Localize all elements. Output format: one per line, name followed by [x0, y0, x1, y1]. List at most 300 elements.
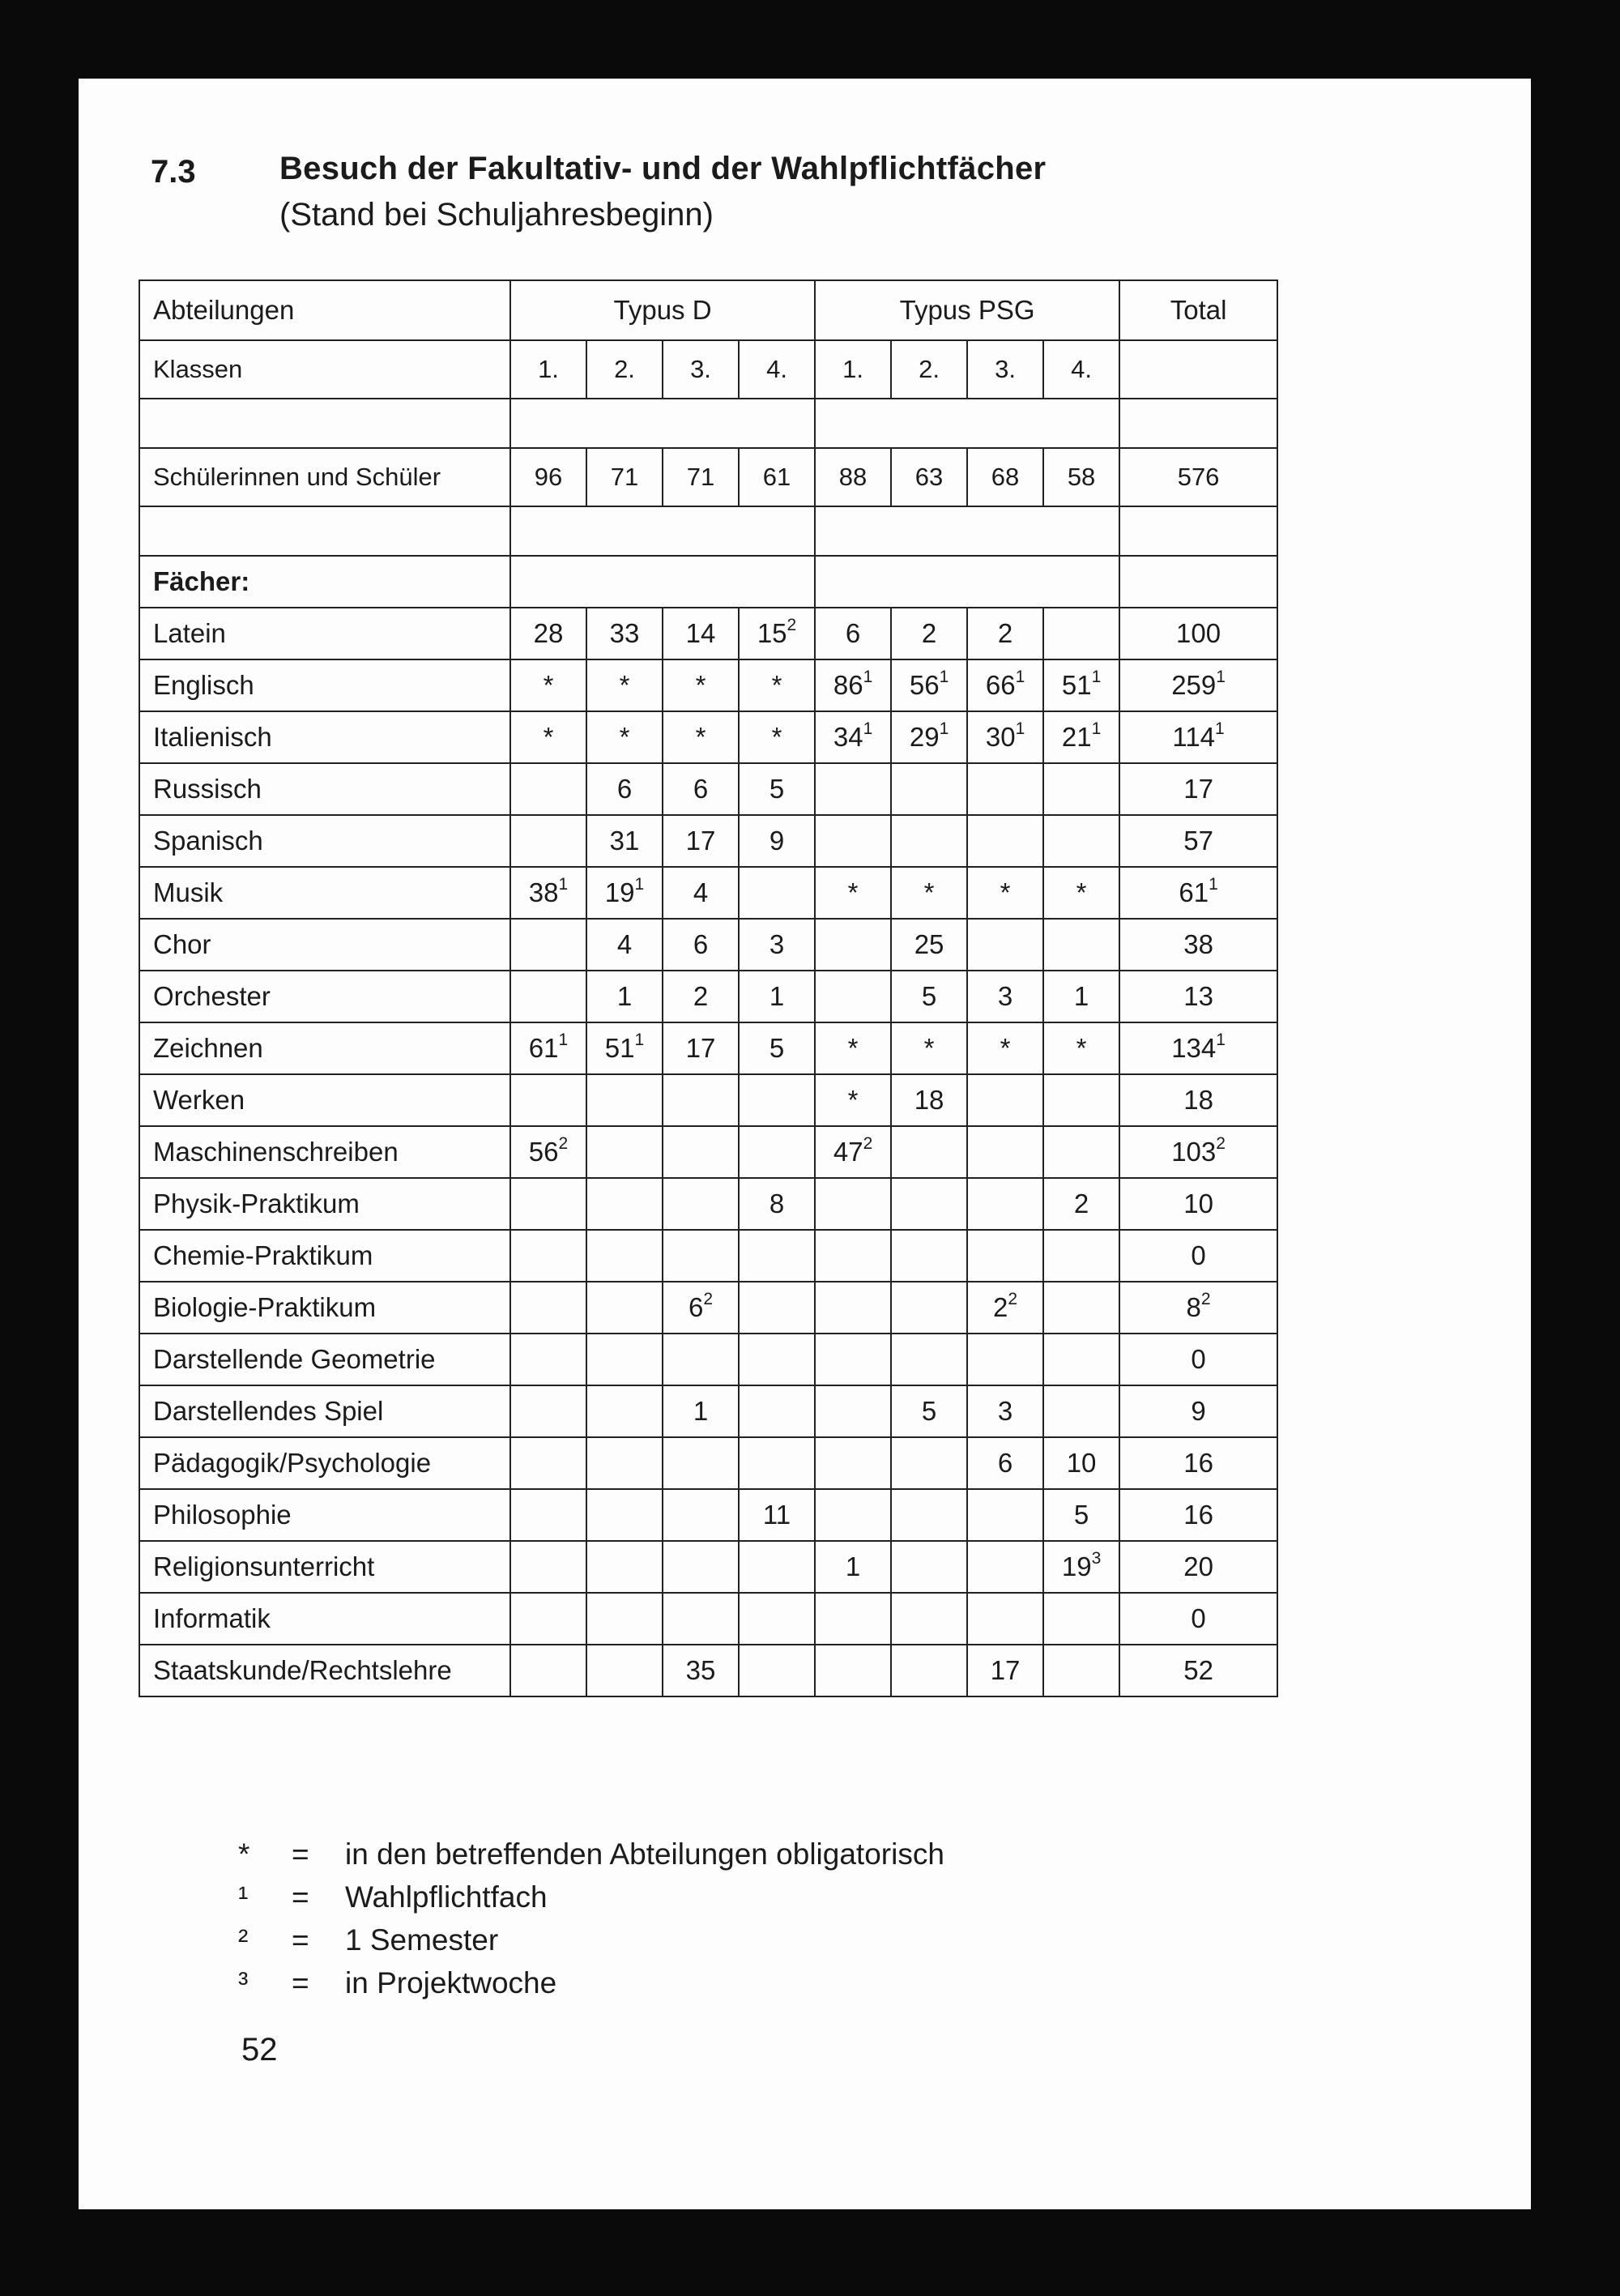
cell-value: *: [771, 670, 782, 700]
legend-symbol: *: [238, 1837, 250, 1871]
footnote-marker: 2: [1008, 1290, 1018, 1308]
subject-count-cell: [510, 1385, 586, 1437]
footnote-marker: 1: [863, 719, 873, 738]
cell-value: 2: [993, 1292, 1008, 1322]
subject-count-cell: [663, 1074, 739, 1126]
subject-count-cell: [586, 1230, 663, 1282]
cell-value: *: [619, 722, 630, 752]
subject-row: [139, 1282, 1277, 1334]
faecher-label: Fächer:: [139, 556, 510, 608]
cell-value: 9: [1191, 1396, 1206, 1426]
subject-name: Darstellendes Spiel: [139, 1385, 510, 1437]
section-subtitle: (Stand bei Schuljahresbeginn): [279, 197, 714, 233]
page-number: 52: [241, 2032, 278, 2068]
subject-count-cell: [510, 1541, 586, 1593]
subject-count-cell: [891, 763, 967, 815]
footnote-marker: 1: [1216, 1031, 1226, 1049]
subject-count-cell: [1043, 971, 1119, 1022]
cell-value: 61: [1179, 877, 1209, 907]
cell-value: 6: [693, 929, 709, 959]
subject-name: Zeichnen: [139, 1022, 510, 1074]
footnote-marker: 1: [558, 1031, 569, 1049]
subject-row: [139, 608, 1277, 659]
legend-item: [238, 1918, 944, 1961]
klasse-total-cell: [1119, 340, 1277, 399]
subject-count-cell: [891, 1230, 967, 1282]
subject-count-cell: [586, 1334, 663, 1385]
cell-value: 52: [1183, 1655, 1213, 1685]
subject-count-cell: [739, 1385, 815, 1437]
subject-count-cell: [967, 608, 1043, 659]
subject-count-cell: [739, 1541, 815, 1593]
subject-count-cell: [815, 867, 891, 919]
legend-symbol: ¹: [238, 1880, 249, 1914]
cell-value: 1: [693, 1396, 709, 1426]
schueler-label: Schülerinnen und Schüler: [139, 448, 510, 506]
cell-value: 5: [921, 981, 937, 1011]
cell-value: 18: [914, 1085, 944, 1115]
cell-value: 86: [833, 670, 863, 700]
subject-name: Pädagogik/Psychologie: [139, 1437, 510, 1489]
subject-count-cell: [1043, 1334, 1119, 1385]
subject-count-cell: [967, 815, 1043, 867]
subject-row: [139, 1334, 1277, 1385]
cell-value: 114: [1172, 722, 1216, 752]
footnote-marker: 1: [1015, 668, 1025, 686]
schueler-cell: 88: [815, 448, 891, 506]
subject-count-cell: [815, 919, 891, 971]
cell-value: 21: [1061, 722, 1092, 752]
subject-row: [139, 1230, 1277, 1282]
subject-count-cell: [586, 1178, 663, 1230]
subject-count-cell: [815, 815, 891, 867]
cell-value: 9: [769, 826, 785, 856]
cell-value: *: [923, 877, 935, 907]
subject-count-cell: [815, 659, 891, 711]
header-abteilungen: Abteilungen: [139, 280, 510, 340]
subject-total-cell: [1119, 1489, 1277, 1541]
subject-total-cell: [1119, 1022, 1277, 1074]
table-header-row: [139, 280, 1277, 340]
cell-value: 6: [997, 1448, 1013, 1478]
klasse-cell: 3.: [967, 340, 1043, 399]
klasse-cell: 1.: [510, 340, 586, 399]
subject-name: Latein: [139, 608, 510, 659]
subject-count-cell: [510, 1645, 586, 1696]
cell-value: 6: [845, 618, 861, 648]
subject-count-cell: [510, 1334, 586, 1385]
subject-name: Philosophie: [139, 1489, 510, 1541]
schueler-cell: 63: [891, 448, 967, 506]
subject-count-cell: [891, 1334, 967, 1385]
subject-count-cell: [967, 711, 1043, 763]
subject-count-cell: [967, 1074, 1043, 1126]
subject-count-cell: [1043, 1593, 1119, 1645]
subject-count-cell: [815, 1593, 891, 1645]
cell-value: 38: [528, 877, 559, 907]
legend-item: [238, 1961, 944, 2004]
footnote-marker: 2: [863, 1134, 873, 1153]
subject-count-cell: [815, 1074, 891, 1126]
subject-count-cell: [967, 1593, 1043, 1645]
subject-count-cell: [510, 1437, 586, 1489]
subject-count-cell: [586, 1126, 663, 1178]
cell-value: 1: [616, 981, 633, 1011]
klassen-label: Klassen: [139, 340, 510, 399]
subject-count-cell: [663, 1489, 739, 1541]
subject-count-cell: [1043, 1489, 1119, 1541]
cell-value: 5: [1073, 1500, 1089, 1530]
footnote-marker: 1: [1215, 719, 1225, 738]
legend: [238, 1833, 944, 2004]
subject-total-cell: [1119, 1230, 1277, 1282]
subject-row: [139, 711, 1277, 763]
subject-name: Orchester: [139, 971, 510, 1022]
subject-count-cell: [815, 1126, 891, 1178]
cell-value: 8: [1186, 1292, 1201, 1322]
klasse-cell: 4.: [1043, 340, 1119, 399]
cell-value: 1: [845, 1551, 861, 1581]
subject-count-cell: [815, 1334, 891, 1385]
subject-count-cell: [815, 763, 891, 815]
subject-count-cell: [663, 815, 739, 867]
subject-count-cell: [663, 608, 739, 659]
cell-value: 31: [609, 826, 640, 856]
subject-count-cell: [586, 1074, 663, 1126]
legend-equals: =: [292, 1837, 309, 1871]
subject-count-cell: [815, 1022, 891, 1074]
cell-value: 35: [685, 1655, 716, 1685]
subject-name: Chemie-Praktikum: [139, 1230, 510, 1282]
subject-count-cell: [967, 971, 1043, 1022]
subject-count-cell: [510, 1489, 586, 1541]
subject-count-cell: [663, 971, 739, 1022]
subject-count-cell: [891, 1489, 967, 1541]
legend-equals: =: [292, 1880, 309, 1914]
subject-count-cell: [815, 1437, 891, 1489]
subject-count-cell: [586, 711, 663, 763]
cell-value: 1: [1073, 981, 1089, 1011]
subject-count-cell: [663, 919, 739, 971]
subject-count-cell: [891, 659, 967, 711]
footnote-marker: 1: [558, 875, 569, 894]
subject-count-cell: [739, 608, 815, 659]
cell-value: *: [695, 670, 706, 700]
footnote-marker: 2: [558, 1134, 569, 1153]
subject-count-cell: [1043, 1282, 1119, 1334]
subject-total-cell: [1119, 1178, 1277, 1230]
legend-equals: =: [292, 1966, 309, 1999]
cell-value: 8: [769, 1189, 785, 1218]
subject-total-cell: [1119, 1385, 1277, 1437]
subject-count-cell: [663, 1437, 739, 1489]
subject-total-cell: [1119, 867, 1277, 919]
subject-count-cell: [891, 815, 967, 867]
cell-value: 17: [990, 1655, 1021, 1685]
cell-value: *: [543, 670, 554, 700]
subject-count-cell: [891, 1126, 967, 1178]
subject-name: Englisch: [139, 659, 510, 711]
subject-total-cell: [1119, 1593, 1277, 1645]
subject-count-cell: [663, 867, 739, 919]
cell-value: 2: [693, 981, 709, 1011]
subject-count-cell: [739, 711, 815, 763]
cell-value: 0: [1191, 1603, 1206, 1633]
subject-name: Biologie-Praktikum: [139, 1282, 510, 1334]
subject-count-cell: [967, 1541, 1043, 1593]
subject-total-cell: [1119, 815, 1277, 867]
cell-value: 4: [616, 929, 633, 959]
subject-count-cell: [815, 608, 891, 659]
subject-row: [139, 1178, 1277, 1230]
footnote-marker: 1: [1209, 875, 1218, 894]
subject-count-cell: [815, 1282, 891, 1334]
footnote-marker: 1: [634, 875, 645, 894]
subject-count-cell: [739, 659, 815, 711]
subject-count-cell: [739, 1282, 815, 1334]
cell-value: 56: [909, 670, 940, 700]
legend-symbol: ²: [238, 1923, 249, 1957]
cell-value: *: [847, 1085, 859, 1115]
subject-count-cell: [815, 1645, 891, 1696]
cell-value: *: [847, 1033, 859, 1063]
subject-count-cell: [510, 608, 586, 659]
subject-count-cell: [510, 1282, 586, 1334]
subject-count-cell: [739, 1022, 815, 1074]
subject-total-cell: [1119, 919, 1277, 971]
subject-count-cell: [967, 919, 1043, 971]
subject-count-cell: [815, 1178, 891, 1230]
subject-count-cell: [891, 711, 967, 763]
subject-total-cell: [1119, 763, 1277, 815]
subject-count-cell: [586, 763, 663, 815]
subject-count-cell: [510, 1074, 586, 1126]
subject-count-cell: [586, 1437, 663, 1489]
subject-count-cell: [1043, 1437, 1119, 1489]
cell-value: 28: [533, 618, 564, 648]
cell-value: 20: [1183, 1551, 1213, 1581]
header-typus-d: Typus D: [510, 280, 815, 340]
cell-value: 10: [1066, 1448, 1097, 1478]
cell-value: 19: [1061, 1551, 1092, 1581]
subject-count-cell: [510, 1022, 586, 1074]
subject-total-cell: [1119, 1282, 1277, 1334]
cell-value: 66: [985, 670, 1016, 700]
enrollment-table: [139, 280, 1278, 1697]
cell-value: 56: [528, 1137, 559, 1167]
subject-row: [139, 659, 1277, 711]
subject-count-cell: [1043, 1645, 1119, 1696]
subject-count-cell: [967, 763, 1043, 815]
schueler-cell: 68: [967, 448, 1043, 506]
subject-count-cell: [891, 971, 967, 1022]
subject-count-cell: [739, 867, 815, 919]
subject-count-cell: [510, 1593, 586, 1645]
subject-total-cell: [1119, 608, 1277, 659]
subject-row: [139, 1126, 1277, 1178]
cell-value: 6: [688, 1292, 704, 1322]
footnote-marker: 1: [1091, 668, 1102, 686]
cell-value: *: [543, 722, 554, 752]
spacer-row: [139, 506, 1277, 556]
subject-row: [139, 971, 1277, 1022]
subject-row: [139, 1593, 1277, 1645]
subject-count-cell: [1043, 1385, 1119, 1437]
legend-item: [238, 1833, 944, 1876]
subject-count-cell: [663, 1282, 739, 1334]
subject-count-cell: [1043, 1230, 1119, 1282]
cell-value: 5: [769, 774, 785, 804]
subject-count-cell: [815, 971, 891, 1022]
cell-value: 19: [604, 877, 635, 907]
subject-name: Physik-Praktikum: [139, 1178, 510, 1230]
cell-value: *: [1076, 1033, 1087, 1063]
subject-count-cell: [967, 1645, 1043, 1696]
section-number: 7.3: [151, 154, 196, 190]
cell-value: 5: [769, 1033, 785, 1063]
subject-name: Russisch: [139, 763, 510, 815]
header-total: Total: [1119, 280, 1277, 340]
subject-name: Italienisch: [139, 711, 510, 763]
cell-value: 30: [985, 722, 1016, 752]
subject-count-cell: [891, 1074, 967, 1126]
cell-value: 100: [1176, 618, 1221, 648]
cell-value: 51: [604, 1033, 635, 1063]
subject-row: [139, 1541, 1277, 1593]
cell-value: 0: [1191, 1240, 1206, 1270]
subject-count-cell: [891, 1385, 967, 1437]
subject-count-cell: [1043, 919, 1119, 971]
cell-value: 6: [616, 774, 633, 804]
subject-count-cell: [891, 1593, 967, 1645]
footnote-marker: 2: [787, 616, 797, 634]
klasse-cell: 2.: [586, 340, 663, 399]
cell-value: *: [1000, 1033, 1011, 1063]
subject-count-cell: [586, 1022, 663, 1074]
subject-row: [139, 1437, 1277, 1489]
subject-count-cell: [891, 1178, 967, 1230]
subject-count-cell: [739, 1593, 815, 1645]
faecher-row: [139, 556, 1277, 608]
cell-value: 2: [997, 618, 1013, 648]
subject-count-cell: [1043, 1541, 1119, 1593]
subject-name: Darstellende Geometrie: [139, 1334, 510, 1385]
subject-count-cell: [739, 1178, 815, 1230]
schueler-cell: 58: [1043, 448, 1119, 506]
klassen-row: [139, 340, 1277, 399]
subject-total-cell: [1119, 1126, 1277, 1178]
schueler-cell: 96: [510, 448, 586, 506]
subject-count-cell: [663, 1541, 739, 1593]
footnote-marker: 1: [939, 668, 949, 686]
subject-name: Religionsunterricht: [139, 1541, 510, 1593]
cell-value: 6: [693, 774, 709, 804]
cell-value: *: [695, 722, 706, 752]
subject-count-cell: [739, 815, 815, 867]
subject-row: [139, 1022, 1277, 1074]
subject-row: [139, 763, 1277, 815]
subject-count-cell: [891, 1645, 967, 1696]
subject-count-cell: [586, 867, 663, 919]
cell-value: 134: [1171, 1033, 1217, 1063]
subject-count-cell: [967, 1126, 1043, 1178]
subject-count-cell: [586, 608, 663, 659]
subject-row: [139, 1074, 1277, 1126]
subject-count-cell: [1043, 1178, 1119, 1230]
subject-count-cell: [891, 1282, 967, 1334]
subject-row: [139, 1645, 1277, 1696]
footnote-marker: 1: [1015, 719, 1025, 738]
schueler-cell: 61: [739, 448, 815, 506]
cell-value: 29: [909, 722, 940, 752]
cell-value: 11: [762, 1500, 791, 1530]
subject-count-cell: [1043, 711, 1119, 763]
subject-count-cell: [586, 1282, 663, 1334]
subject-count-cell: [891, 1541, 967, 1593]
subject-count-cell: [663, 1230, 739, 1282]
subject-count-cell: [663, 1178, 739, 1230]
footnote-marker: 1: [634, 1031, 645, 1049]
subject-count-cell: [967, 1385, 1043, 1437]
subject-count-cell: [891, 608, 967, 659]
subject-count-cell: [510, 1230, 586, 1282]
subject-count-cell: [586, 659, 663, 711]
cell-value: 16: [1183, 1500, 1213, 1530]
subject-count-cell: [1043, 1074, 1119, 1126]
subject-name: Staatskunde/Rechtslehre: [139, 1645, 510, 1696]
cell-value: 3: [997, 981, 1013, 1011]
subject-total-cell: [1119, 711, 1277, 763]
subject-count-cell: [739, 919, 815, 971]
subject-count-cell: [510, 659, 586, 711]
subject-count-cell: [967, 659, 1043, 711]
cell-value: 33: [609, 618, 640, 648]
cell-value: 3: [997, 1396, 1013, 1426]
cell-value: 103: [1171, 1137, 1217, 1167]
footnote-marker: 1: [1216, 668, 1226, 686]
subject-row: [139, 815, 1277, 867]
subject-count-cell: [815, 1385, 891, 1437]
spacer-row: [139, 399, 1277, 448]
subject-count-cell: [1043, 763, 1119, 815]
subject-count-cell: [586, 971, 663, 1022]
cell-value: 17: [685, 826, 716, 856]
schueler-cell: 71: [586, 448, 663, 506]
subject-row: [139, 1489, 1277, 1541]
cell-value: 0: [1191, 1344, 1206, 1374]
cell-value: 17: [685, 1033, 716, 1063]
legend-text: in Projektwoche: [345, 1966, 557, 1999]
footnote-marker: 1: [1091, 719, 1102, 738]
schueler-row: [139, 448, 1277, 506]
subject-count-cell: [1043, 867, 1119, 919]
subject-count-cell: [739, 1230, 815, 1282]
subject-count-cell: [739, 1126, 815, 1178]
subject-count-cell: [510, 711, 586, 763]
schueler-cell: 71: [663, 448, 739, 506]
subject-count-cell: [586, 1645, 663, 1696]
cell-value: 34: [833, 722, 863, 752]
cell-value: 15: [757, 618, 787, 648]
cell-value: *: [1076, 877, 1087, 907]
subject-count-cell: [510, 763, 586, 815]
cell-value: 38: [1183, 929, 1213, 959]
legend-text: 1 Semester: [345, 1923, 499, 1957]
subject-count-cell: [510, 1178, 586, 1230]
cell-value: 57: [1183, 826, 1213, 856]
subject-count-cell: [891, 1022, 967, 1074]
subject-name: Spanisch: [139, 815, 510, 867]
